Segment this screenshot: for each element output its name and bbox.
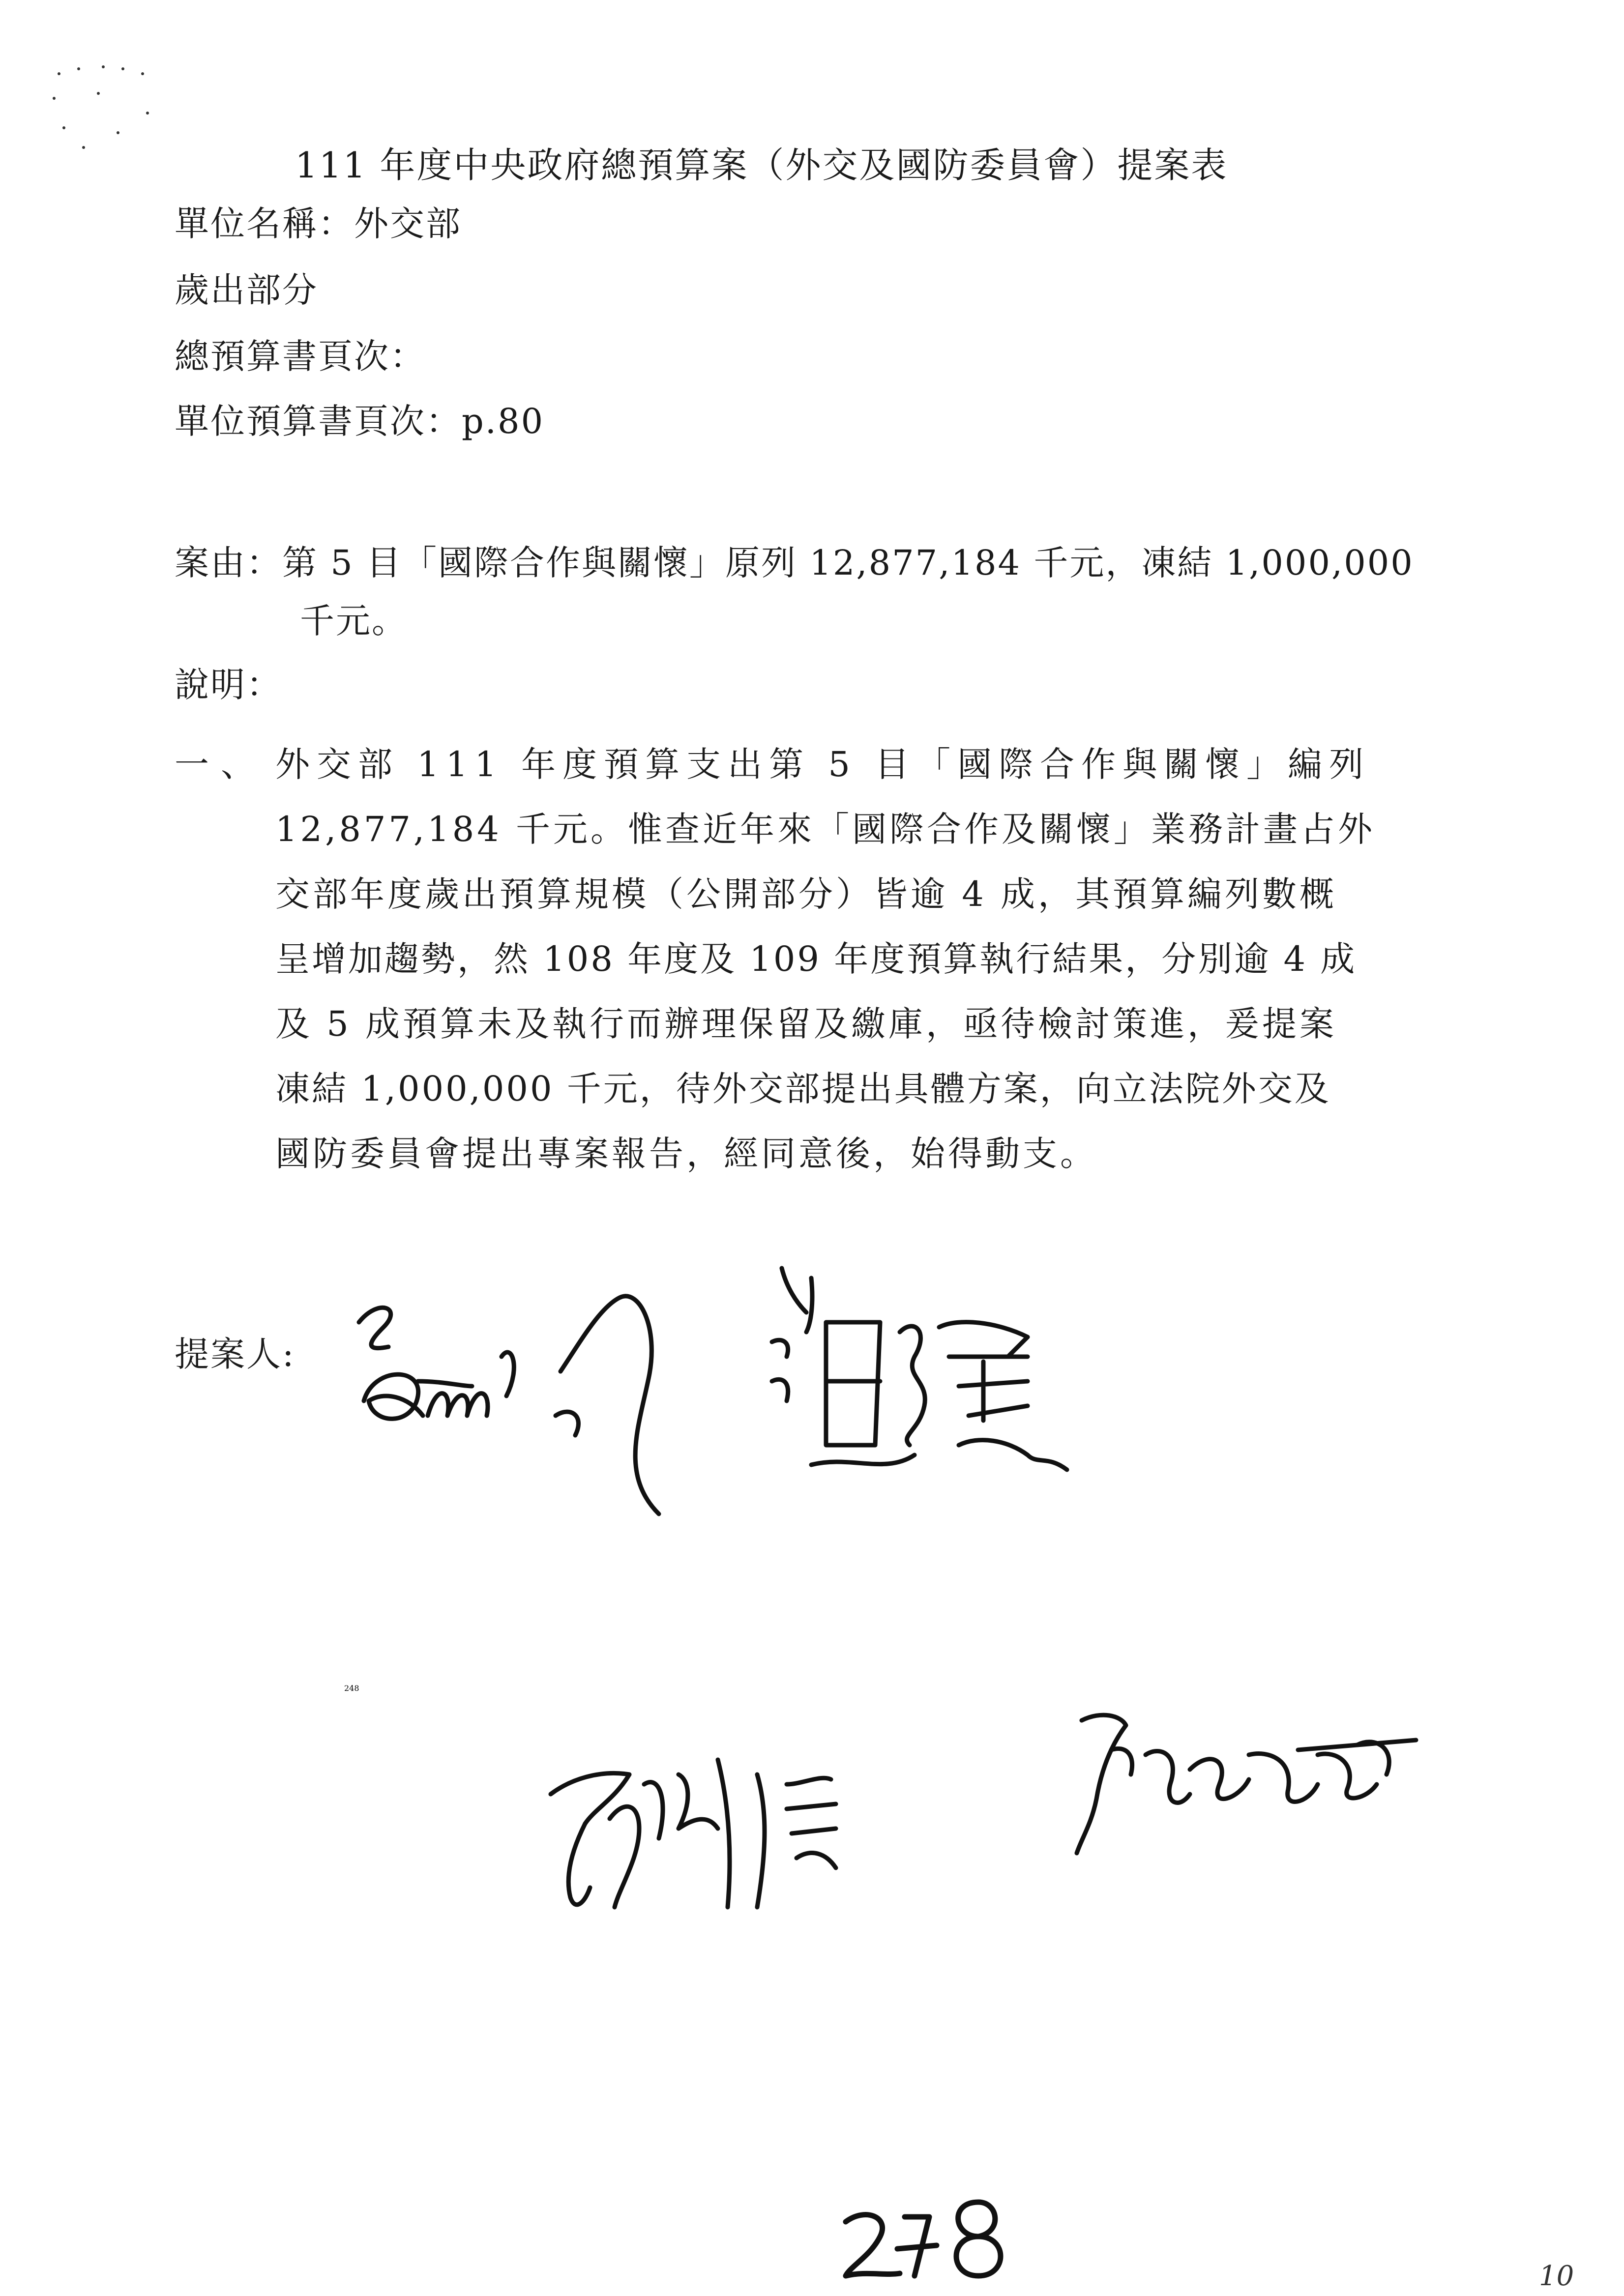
page-number-text: 248 (344, 1684, 359, 1693)
proposer-label: 提案人: (175, 1334, 295, 1374)
signature-2 (752, 1258, 1096, 1489)
signature-3 (531, 1701, 1033, 1927)
scan-speckles (44, 54, 172, 162)
paragraph-line: 凍結 1,000,000 千元，待外交部提出具體方案，向立法院外交及 (275, 1069, 1331, 1109)
section-line: 歲出部分 (175, 270, 318, 310)
paragraph-line: 呈增加趨勢，然 108 年度及 109 年度預算執行結果，分別逾 4 成 (275, 939, 1357, 979)
paragraph-line: 交部年度歲出預算規模（公開部分）皆逾 4 成，其預算編列數概 (275, 874, 1337, 914)
reason-line-2: 千元。 (300, 601, 408, 641)
reason-line-1: 案由：第 5 目「國際合作與關懷」原列 12,877,184 千元，凍結 1,000,000 (175, 543, 1414, 583)
paragraph-line: 外交部 111 年度預算支出第 5 目「國際合作與關懷」編列 (275, 744, 1371, 785)
item-marker: 一、 (175, 744, 267, 785)
total-budget-page-line: 總預算書頁次： (175, 336, 426, 377)
document-title: 111 年度中央政府總預算案（外交及國防委員會）提案表 (295, 145, 1228, 186)
unit-name-line: 單位名稱：外交部 (175, 203, 462, 244)
explanation-label: 說明： (175, 665, 282, 705)
paragraph-line: 國防委員會提出專案報告，經同意後，始得動支。 (275, 1133, 1097, 1174)
signature-1 (344, 1268, 718, 1563)
corner-number: 10 (1539, 2260, 1574, 2292)
paragraph-line: 及 5 成預算未及執行而辦理保留及繳庫，亟待檢討策進，爰提案 (275, 1004, 1337, 1044)
signature-4 (1062, 1691, 1436, 1878)
unit-budget-page-line: 單位預算書頁次：p.80 (175, 401, 545, 441)
paragraph-line: 12,877,184 千元。惟查近年來「國際合作及關懷」業務計畫占外 (275, 809, 1376, 849)
page-number (344, 1684, 1023, 2281)
